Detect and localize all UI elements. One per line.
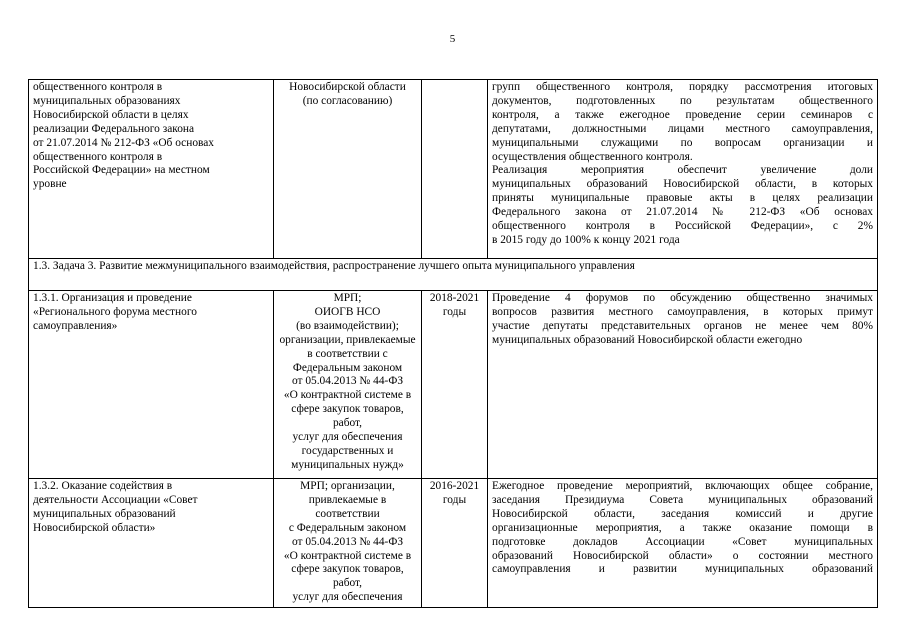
text-line: МРП; — [333, 292, 362, 304]
text-line: Ежегодное проведение мероприятий, включающих общее собрание, — [492, 480, 873, 492]
text-line: 2018-2021 — [429, 292, 480, 304]
text-line: самоуправления и развитии муниципальных образований — [492, 563, 873, 576]
text-line: Проведение 4 форумов по обсуждению общественно значимых — [492, 292, 873, 304]
text-line: общественного контроля в Российской Федерации», с 2% — [492, 220, 873, 233]
text-line: в 2015 году до 100% к концу 2021 года — [492, 233, 680, 246]
text-line: самоуправления» — [33, 319, 118, 332]
text-line: организационные мероприятия, а также оказание помощи в — [492, 521, 873, 534]
text-line: Новосибирской области, заседания комиссий и другие — [492, 507, 873, 520]
text-line: государственных и — [301, 444, 394, 457]
text-line: муниципальных образований Новосибирской области ежегодно — [492, 333, 803, 346]
text-line: годы — [442, 305, 467, 318]
text-line: Реализация мероприятия обеспечит увеличение доли — [492, 164, 873, 177]
text-line: образований Новосибирской области» о состоянии местного — [492, 549, 873, 562]
cell-executor-continued — [274, 80, 422, 259]
text-line: реализации Федерального закона — [33, 122, 195, 135]
cell-term-1-3-2 — [422, 479, 488, 608]
text-line: муниципальных образований Новосибирской области, в которых — [492, 178, 873, 191]
cell-result-1-3-2 — [488, 479, 878, 608]
text-line: «Регионального форума местного — [33, 305, 197, 318]
text-line: «О контрактной системе в — [283, 549, 412, 562]
text-line: сфере закупок товаров, работ, — [291, 403, 404, 430]
text-line: общественного контроля в — [33, 150, 163, 163]
text-line: подготовке докладов Ассоциации «Совет муниципальных — [492, 535, 873, 548]
text-line: Федеральным законом — [292, 361, 403, 374]
text-line: услуг для обеспечения — [292, 431, 403, 444]
text-line: 1.3.1. Организация и проведение — [33, 292, 192, 304]
text-line: Новосибирской области» — [33, 521, 156, 534]
text-line: с Федеральным законом — [288, 521, 407, 534]
text-line: заседания Президиума Совета муниципальных образований — [492, 493, 873, 506]
text-line: (по согласованию) — [302, 94, 393, 107]
text-line: муниципальных образований — [33, 507, 176, 520]
cell-result-1-3-1 — [488, 291, 878, 479]
text-line: муниципальными служащими по вопросам организации и — [492, 136, 873, 149]
page-number: 5 — [449, 33, 456, 45]
text-line: «О контрактной системе в — [283, 389, 412, 402]
cell-result-continued — [488, 80, 878, 259]
table-row-1-3-1 — [29, 291, 878, 479]
text-line: от 05.04.2013 № 44-ФЗ — [291, 535, 404, 548]
cell-measure-1-3-2 — [29, 479, 274, 608]
cell-executor-1-3-2 — [274, 479, 422, 608]
text-line: от 21.07.2014 № 212-ФЗ «Об основах — [33, 136, 214, 149]
text-line: Новосибирской области — [289, 81, 406, 93]
text-line: в соответствии с — [307, 347, 388, 360]
text-line: 1.3.2. Оказание содействия в — [33, 480, 173, 492]
text-line: муниципальных образованиях — [33, 94, 181, 107]
task-heading: 1.3. Задача 3. Развитие межмуниципального взаимодействия, распространение лучшего опыта муниципального управления — [29, 259, 878, 291]
text-line: привлекаемые в соответствии — [308, 493, 387, 520]
text-line: (во взаимодействии); — [296, 319, 399, 332]
text-line: контроля, а также ежегодное проведение серии семинаров с — [492, 108, 873, 121]
text-line: вопросов развития местного самоуправления, в которых примут — [492, 305, 873, 318]
text-line: депутатами, должностными лицами местного самоуправления, — [492, 122, 873, 135]
cell-term-1-3-1 — [422, 291, 488, 479]
text-line: Новосибирской области в целях — [33, 108, 189, 121]
text-line: документов, подготовленных по результатам общественного — [492, 94, 873, 107]
text-line: услуг для обеспечения — [292, 591, 403, 604]
text-line: групп общественного контроля, порядку рассмотрения итоговых — [492, 81, 873, 93]
text-line: ОИОГВ НСО — [314, 305, 381, 318]
cell-measure-continued — [29, 80, 274, 259]
text-line: общественного контроля в — [33, 81, 163, 93]
text-line: Российской Федерации» на местном — [33, 164, 210, 177]
table-row-1-3-2 — [29, 479, 878, 608]
program-table — [28, 79, 878, 608]
table-row-task — [29, 259, 878, 291]
text-line: осуществления общественного контроля. — [492, 150, 693, 163]
text-line: деятельности Ассоциации «Совет — [33, 493, 198, 506]
text-line: приняты муниципальные правовые акты в целях реализации — [492, 192, 873, 205]
cell-executor-1-3-1 — [274, 291, 422, 479]
cell-term-continued — [422, 80, 488, 259]
table-row-continued — [29, 80, 878, 259]
text-line: уровне — [33, 178, 67, 191]
text-line: организации, привлекаемые — [279, 333, 416, 346]
text-line: 2016-2021 — [429, 480, 480, 492]
text-line: МРП; организации, — [300, 480, 395, 492]
text-line: сфере закупок товаров, работ, — [291, 563, 404, 590]
text-line: от 05.04.2013 № 44-ФЗ — [291, 375, 404, 388]
text-line: муниципальных нужд» — [291, 458, 404, 471]
cell-measure-1-3-1 — [29, 291, 274, 479]
text-line: годы — [442, 493, 467, 506]
text-line: участие депутаты представительных органов не менее чем 80% — [492, 319, 873, 332]
text-line: Федерального закона от 21.07.2014 № 212-ФЗ «Об основах — [492, 206, 873, 219]
